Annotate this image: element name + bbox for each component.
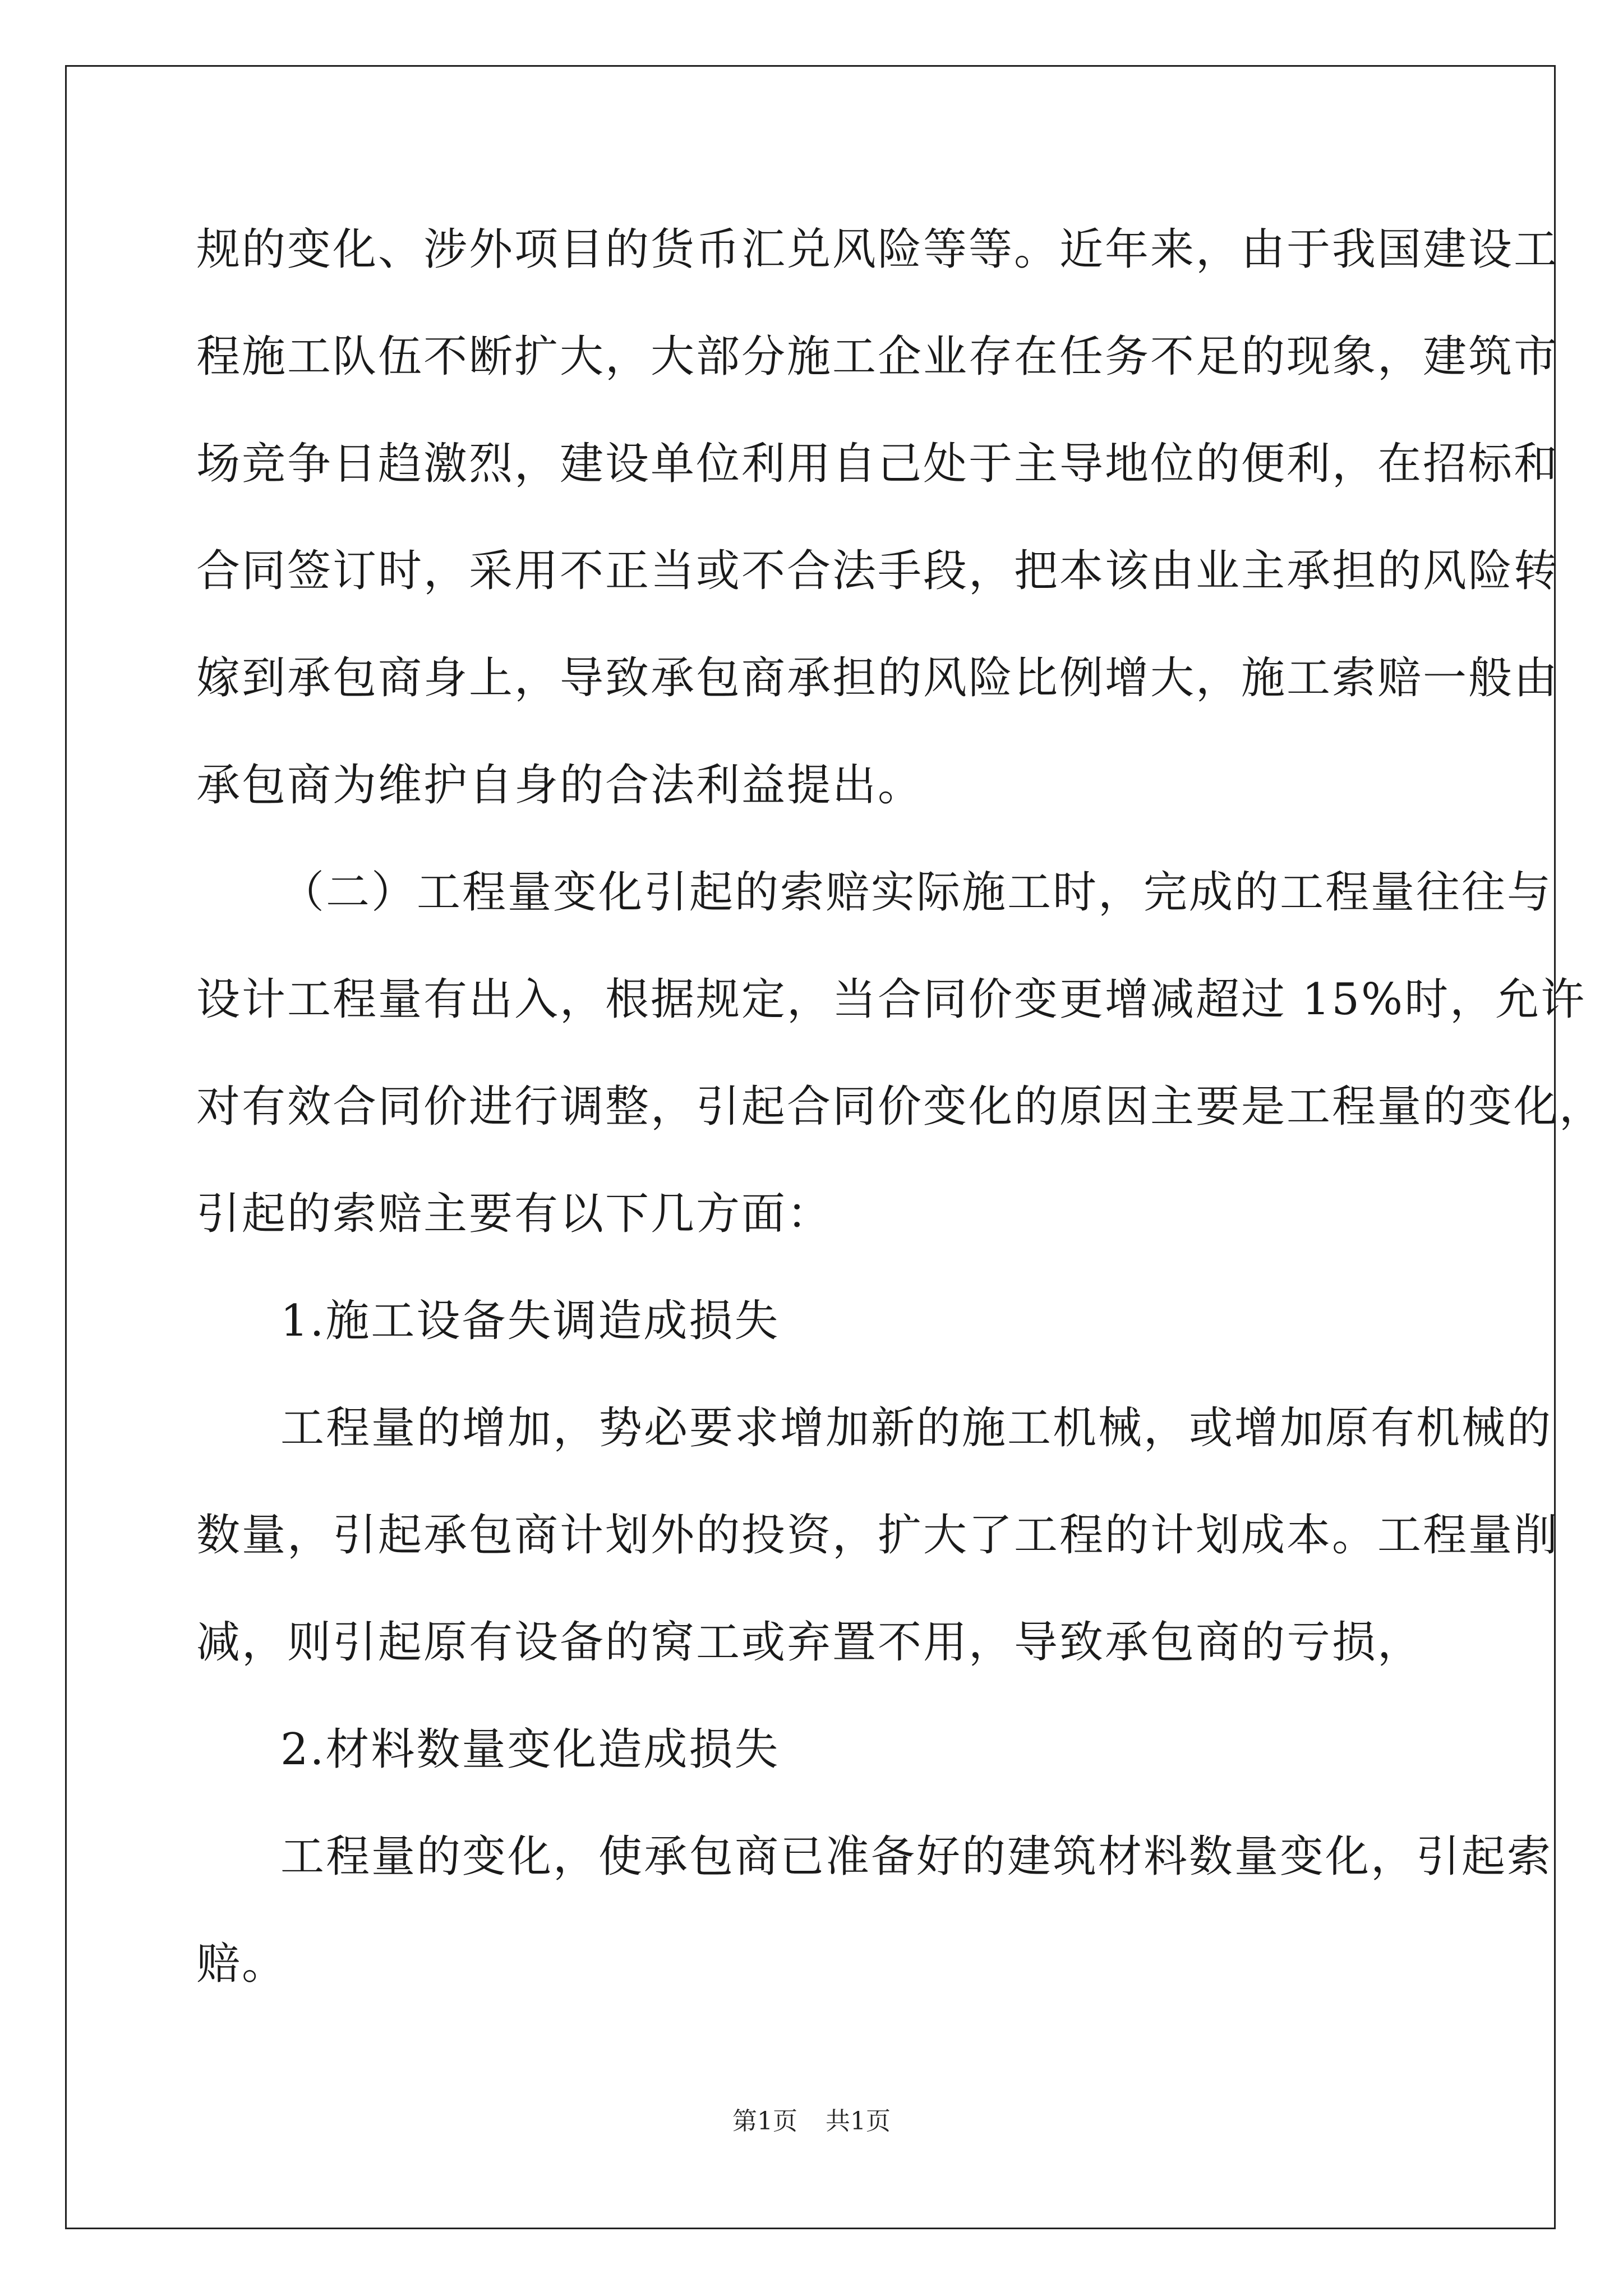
page-footer xyxy=(0,2105,1623,2138)
text-line: 引起的索赔主要有以下几方面： xyxy=(196,1189,833,1239)
text-line: 赔。 xyxy=(196,1939,288,1989)
text-line: 程施工队伍不断扩大，大部分施工企业存在任务不足的现象，建筑市 xyxy=(196,332,1560,382)
text-line: 对有效合同价进行调整，引起合同价变化的原因主要是工程量的变化， xyxy=(196,1082,1605,1132)
text-line: 设计工程量有出入，根据规定，当合同价变更增减超过 15%时，允许 xyxy=(196,974,1587,1025)
section-heading: 1.施工设备失调造成损失 xyxy=(280,1296,780,1346)
page-number-current: 第1页 xyxy=(732,2107,797,2136)
text-line: （二）工程量变化引起的索赔实际施工时，完成的工程量往往与 xyxy=(280,867,1553,918)
page-number-total: 共1页 xyxy=(826,2107,891,2136)
page-border xyxy=(65,65,1556,2229)
text-line: 减，则引起原有设备的窝工或弃置不用，导致承包商的亏损， xyxy=(196,1617,1423,1668)
text-line: 场竞争日趋激烈，建设单位利用自己处于主导地位的便利，在招标和 xyxy=(196,439,1560,489)
text-line: 合同签订时，采用不正当或不合法手段，把本该由业主承担的风险转 xyxy=(196,546,1560,596)
text-line: 工程量的增加，势必要求增加新的施工机械，或增加原有机械的 xyxy=(280,1403,1553,1453)
text-line: 工程量的变化，使承包商已准备好的建筑材料数量变化，引起索 xyxy=(280,1832,1553,1882)
text-line: 承包商为维护自身的合法利益提出。 xyxy=(196,760,924,811)
section-heading: 2.材料数量变化造成损失 xyxy=(280,1724,780,1775)
text-line: 数量，引起承包商计划外的投资，扩大了工程的计划成本。工程量削 xyxy=(196,1510,1560,1561)
text-line: 规的变化、涉外项目的货币汇兑风险等等。近年来，由于我国建设工 xyxy=(196,224,1560,275)
text-line: 嫁到承包商身上，导致承包商承担的风险比例增大，施工索赔一般由 xyxy=(196,653,1560,703)
